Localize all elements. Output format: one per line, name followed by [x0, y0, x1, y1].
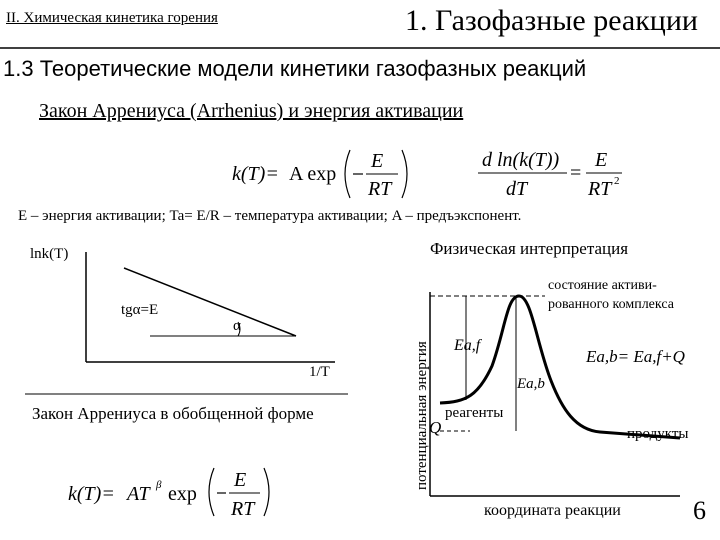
eq1-num: E	[371, 150, 384, 172]
physical-interpretation-heading: Физическая интерпретация	[430, 239, 629, 258]
energy-profile	[430, 292, 680, 496]
section-title: II. Химическая кинетика горения	[6, 10, 218, 26]
eq2-den: dT	[506, 178, 528, 200]
eq2-num: d ln(k(T))	[482, 149, 560, 171]
definitions-line: E – энергия активации; Ta= E/R – температура активации; A – предъэкспонент.	[18, 208, 522, 224]
eq3-rhs: AT	[127, 483, 150, 505]
left-y-label: lnk(T)	[30, 246, 69, 262]
reagents-label: реагенты	[445, 405, 504, 421]
angle-label: α	[233, 318, 241, 334]
q-label: Q	[429, 418, 442, 437]
generalized-law-caption: Закон Аррениуса в обобщенной форме	[32, 404, 314, 423]
activated-complex-label: состояние активи-рованного комплекса	[548, 278, 674, 312]
products-label: продукты	[627, 426, 689, 442]
eq1-rhs: A exp	[289, 163, 337, 185]
equation-generalized	[68, 468, 269, 520]
eq3-num: E	[234, 469, 247, 491]
eq3-beta: β	[156, 479, 162, 491]
eq1-lhs: k(T)=	[232, 163, 279, 185]
right-x-label: координата реакции	[484, 502, 621, 519]
equation-derivative	[478, 149, 622, 200]
eq3-lhs: k(T)=	[68, 483, 115, 505]
page-number: 6	[693, 496, 706, 525]
equation-arrhenius	[232, 150, 407, 200]
eq2-rden: RT	[588, 178, 612, 200]
eq3-den: RT	[231, 498, 255, 520]
eq2-pow: 2	[614, 175, 620, 187]
slide-title: 1. Газофазные реакции	[405, 4, 698, 37]
eaf-label: Ea,f	[454, 337, 481, 354]
eq2-rnum: E	[595, 149, 608, 171]
slope-label: tgα=E	[121, 302, 159, 318]
right-y-label: потенциальная энергия	[414, 341, 430, 490]
svg-text:=: =	[570, 162, 582, 184]
eq3-exp: exp	[168, 483, 197, 505]
eq1-den: RT	[368, 178, 392, 200]
subtitle: 1.3 Теоретические модели кинетики газофазных реакций	[3, 56, 587, 81]
eab-relation: Ea,b= Ea,f+Q	[586, 347, 685, 366]
left-x-label: 1/T	[309, 364, 330, 380]
eab-label: Ea,b	[517, 376, 545, 392]
law-heading: Закон Аррениуса (Arrhenius) и энергия активации	[39, 100, 464, 122]
